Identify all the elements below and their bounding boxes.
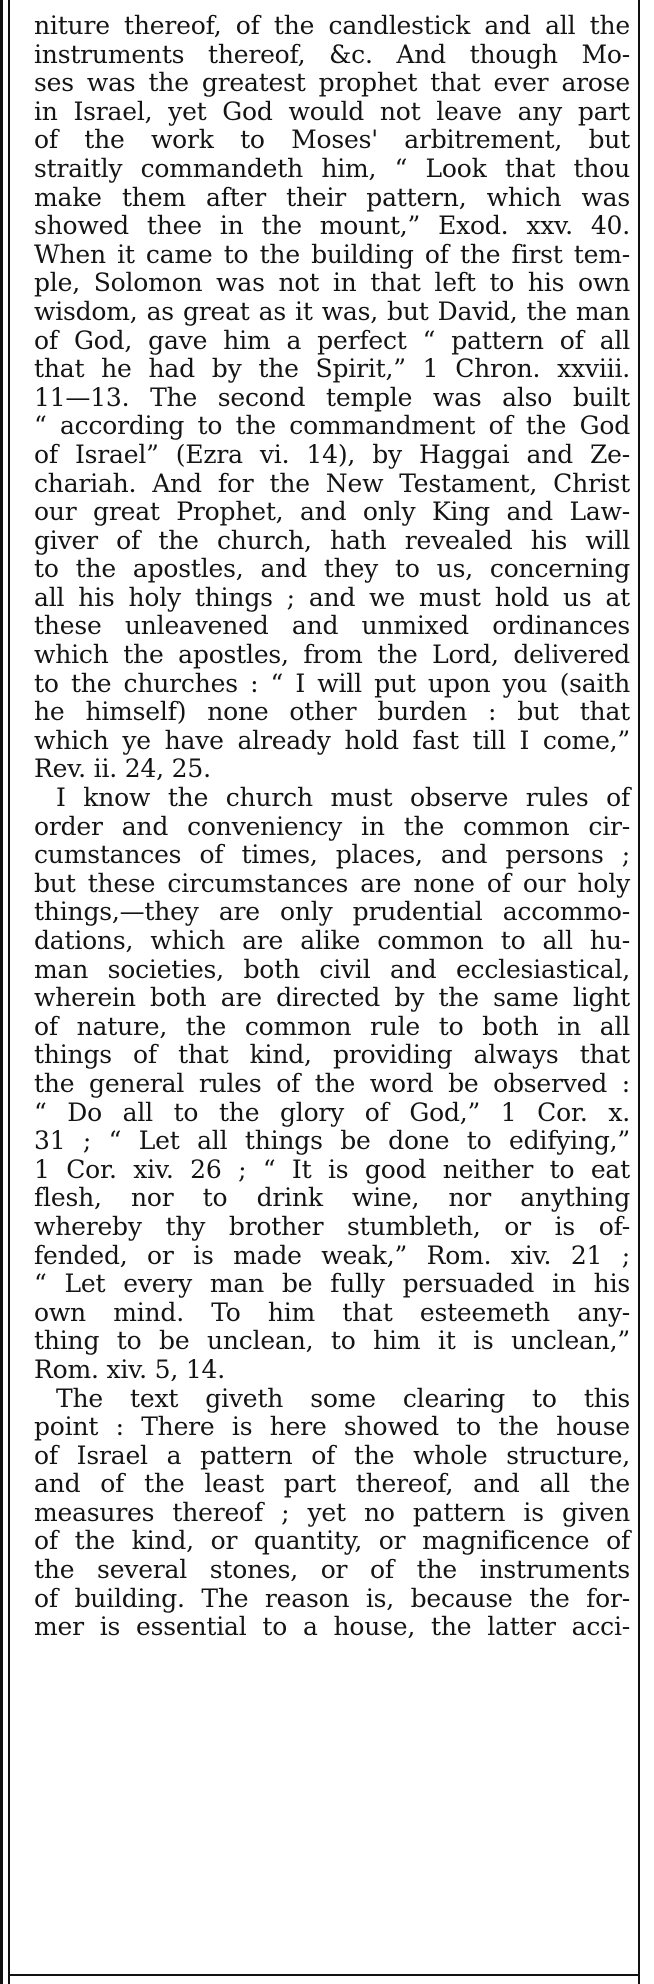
text-line: instruments thereof, &c. And though Mo-: [34, 39, 630, 69]
text-line: which ye have already hold fast till I come,”: [34, 725, 630, 755]
text-line: whereby thy brother stumbleth, or is of-: [34, 1211, 630, 1241]
bottom-border: [8, 1974, 640, 1976]
text-line: of the kind, or quantity, or magnificence of: [34, 1526, 630, 1556]
text-line: of Israel a pattern of the whole structure,: [34, 1440, 630, 1470]
text-line: fended, or is made weak,” Rom. xiv. 21 ;: [34, 1240, 630, 1270]
text-line: flesh, nor to drink wine, nor anything: [34, 1183, 630, 1213]
text-line: ple, Solomon was not in that left to his own: [34, 268, 630, 298]
text-line: and of the least part thereof, and all the: [34, 1469, 630, 1499]
text-line: chariah. And for the New Testament, Christ: [34, 468, 630, 498]
text-line: showed thee in the mount,” Exod. xxv. 40.: [34, 211, 630, 241]
text-line: Rom. xiv. 5, 14.: [34, 1354, 225, 1384]
text-line: of God, gave him a perfect “ pattern of all: [34, 325, 630, 355]
text-line: When it came to the building of the first tem-: [34, 239, 630, 269]
text-line: I know the church must observe rules of: [56, 783, 630, 813]
text-line: Rev. ii. 24, 25.: [34, 754, 211, 784]
text-column: [34, 12, 630, 1642]
text-line: things,—they are only prudential accommo-: [34, 897, 630, 927]
left-border-inner: [8, 0, 10, 1984]
text-line: niture thereof, of the candlestick and all the: [34, 11, 630, 40]
text-line: man societies, both civil and ecclesiastical,: [34, 954, 630, 984]
text-line: things of that kind, providing always that: [34, 1040, 630, 1070]
paragraph: [34, 12, 630, 784]
text-line: measures thereof ; yet no pattern is given: [34, 1497, 630, 1527]
text-line: that he had by the Spirit,” 1 Chron. xxviii.: [34, 354, 630, 384]
text-line: which the apostles, from the Lord, delivered: [34, 640, 630, 670]
text-line: all his holy things ; and we must hold us at: [34, 582, 630, 612]
text-line: ses was the greatest prophet that ever arose: [34, 68, 630, 98]
text-line: the several stones, or of the instruments: [34, 1555, 630, 1585]
text-line: our great Prophet, and only King and Law-: [34, 497, 630, 527]
text-line: of nature, the common rule to both in all: [34, 1011, 630, 1041]
text-line: The text giveth some clearing to this: [56, 1383, 630, 1413]
text-line: point : There is here showed to the house: [34, 1412, 630, 1442]
paragraph: [34, 1385, 630, 1642]
text-line: but these circumstances are none of our holy: [34, 868, 630, 898]
text-line: mer is essential to a house, the latter acci-: [34, 1612, 630, 1642]
text-line: wisdom, as great as it was, but David, the man: [34, 296, 630, 326]
text-line: straitly commandeth him, “ Look that thou: [34, 153, 630, 183]
left-border-outer: [0, 0, 3, 1984]
text-line: order and conveniency in the common cir-: [34, 811, 630, 841]
text-line: “ Do all to the glory of God,” 1 Cor. x.: [34, 1097, 630, 1127]
text-line: 1 Cor. xiv. 26 ; “ It is good neither to eat: [34, 1154, 630, 1184]
text-line: he himself) none other burden : but that: [34, 697, 630, 727]
text-line: wherein both are directed by the same light: [34, 983, 630, 1013]
text-line: own mind. To him that esteemeth any-: [34, 1297, 630, 1327]
text-line: dations, which are alike common to all hu-: [34, 926, 630, 955]
text-line: “ according to the commandment of the God: [34, 411, 630, 441]
text-line: of the work to Moses' arbitrement, but: [34, 125, 630, 155]
text-line: these unleavened and unmixed ordinances: [34, 611, 630, 641]
text-line: 11—13. The second temple was also built: [34, 382, 630, 412]
text-line: of building. The reason is, because the for-: [34, 1583, 630, 1613]
text-line: cumstances of times, places, and persons ;: [34, 840, 630, 870]
paragraph: [34, 784, 630, 1384]
text-line: thing to be unclean, to him it is unclean,”: [34, 1326, 630, 1356]
text-line: to the apostles, and they to us, concerning: [34, 554, 630, 584]
text-line: in Israel, yet God would not leave any part: [34, 96, 630, 126]
text-line: 31 ; “ Let all things be done to edifying,”: [34, 1126, 630, 1156]
text-line: the general rules of the word be observed :: [34, 1068, 630, 1098]
text-line: giver of the church, hath revealed his will: [34, 525, 630, 555]
right-border: [638, 0, 640, 1984]
text-line: “ Let every man be fully persuaded in his: [34, 1269, 630, 1299]
text-line: of Israel” (Ezra vi. 14), by Haggai and Ze-: [34, 439, 630, 469]
text-line: to the churches : “ I will put upon you (saith: [34, 668, 630, 698]
text-line: make them after their pattern, which was: [34, 182, 630, 212]
